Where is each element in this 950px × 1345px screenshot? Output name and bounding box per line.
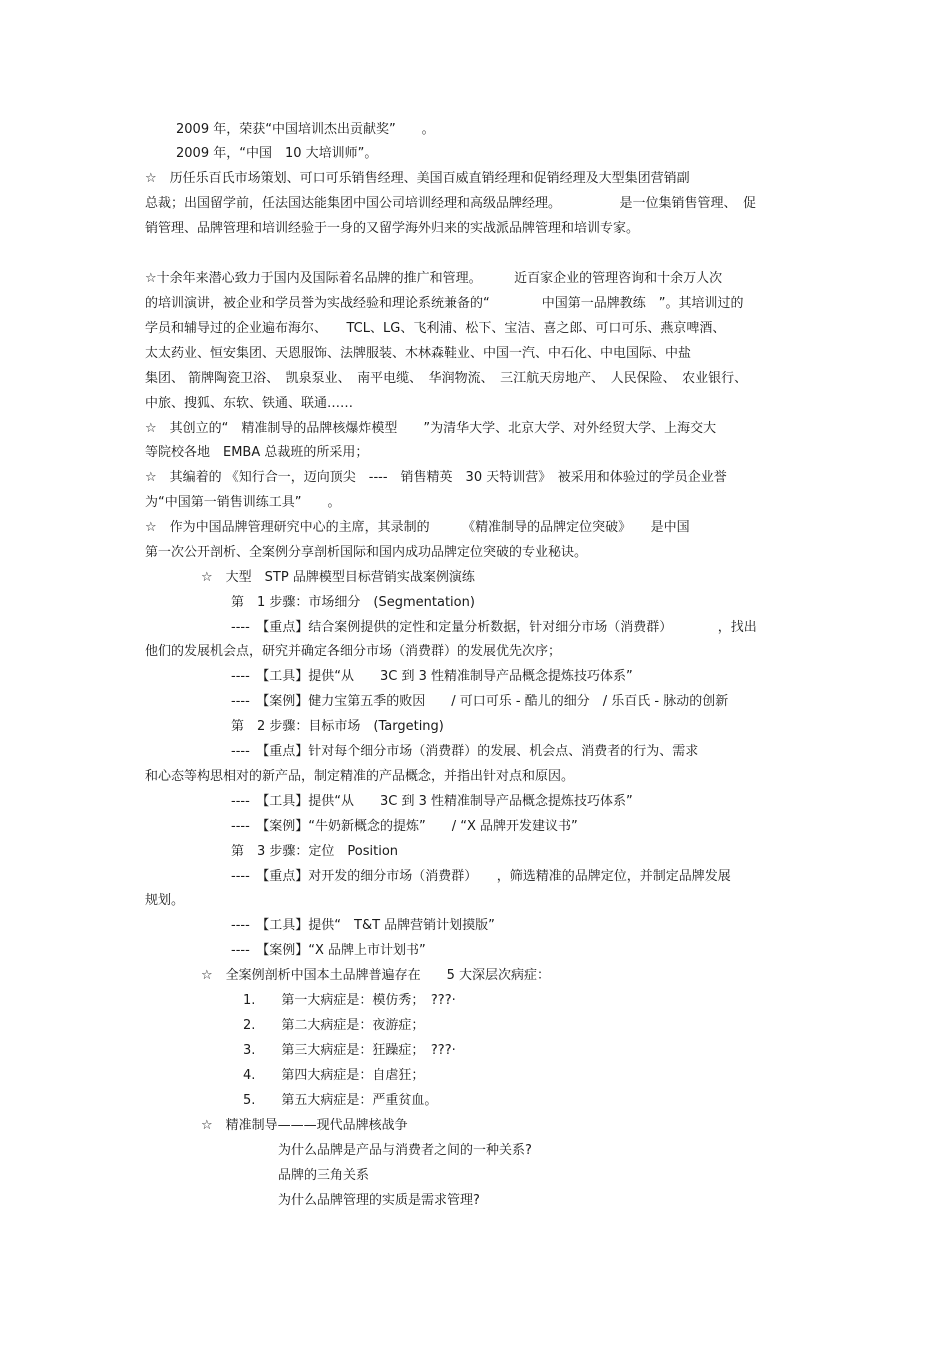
text-line: ---- 【重点】针对每个细分市场（消费群）的发展、机会点、消费者的行为、需求 [231,744,699,759]
text-line: ☆ 其创立的“ 精准制导的品牌核爆炸模型 ”为清华大学、北京大学、对外经贸大学、上海交大 [145,421,717,436]
text-line: 总裁；出国留学前，任法国达能集团中国公司培训经理和高级品牌经理。 是一位集销售管理、 促 [145,196,757,211]
text-line: 品牌的三角关系 [278,1168,370,1183]
text-line: ☆ 历任乐百氏市场策划、可口可乐销售经理、美国百威直销经理和促销经理及大型集团营销副 [145,171,690,186]
text-line: 集团、 箭牌陶瓷卫浴、 凯泉泵业、 南平电缆、 华润物流、 三江航天房地产、 人民保险、 农业银行、 [145,371,748,386]
text-line: ☆ 精准制导———现代品牌核战争 [201,1118,408,1133]
text-line: ☆十余年来潜心致力于国内及国际着名品牌的推广和管理。 近百家企业的管理咨询和十余万人次 [145,271,723,286]
text-line: 第一次公开剖析、全案例分享剖析国际和国内成功品牌定位突破的专业秘诀。 [145,545,588,560]
text-line: 2009 年，荣获“中国培训杰出贡献奖” 。 [176,122,435,137]
text-line: ☆ 作为中国品牌管理研究中心的主席，其录制的 《精准制导的品牌定位突破》 是中国 [145,520,690,535]
text-line: 第 1 步骤：市场细分 (Segmentation) [231,595,475,610]
text-line: 等院校各地 EMBA 总裁班的所采用； [145,445,369,460]
text-line: 中旅、搜狐、东软、铁通、联通…… [145,396,354,411]
text-line: 的培训演讲，被企业和学员誉为实战经验和理论系统兼备的“ 中国第一品牌教练 ”。其培训过的 [145,296,744,311]
text-line: ☆ 大型 STP 品牌模型目标营销实战案例演练 [201,570,475,585]
text-line: 第 3 步骤：定位 Position [231,844,399,859]
text-line: ---- 【案例】健力宝第五季的败因 / 可口可乐 - 酷儿的细分 / 乐百氏 - 脉动的创新 [231,694,729,709]
text-line: 为什么品牌是产品与消费者之间的一种关系? [278,1143,532,1158]
text-line: ☆ 全案例剖析中国本土品牌普遍存在 5 大深层次病症： [201,968,551,983]
text-line: 2009 年，“中国 10 大培训师”。 [176,146,378,161]
text-line: 第 2 步骤：目标市场 (Targeting) [231,719,444,734]
list-item: 1. 第一大病症是：模仿秀； ???· [243,993,456,1008]
text-line: 太太药业、恒安集团、天恩服饰、法牌服装、木林森鞋业、中国一汽、中石化、中电国际、中盐 [145,346,692,361]
text-line: 为什么品牌管理的实质是需求管理? [278,1193,480,1208]
text-line: 销管理、品牌管理和培训经验于一身的又留学海外归来的实战派品牌管理和培训专家。 [145,221,640,236]
text-line: 为“中国第一销售训练工具” 。 [145,495,341,510]
list-item: 4. 第四大病症是：自虐狂； [243,1068,425,1083]
text-line: 他们的发展机会点，研究并确定各细分市场（消费群）的发展优先次序； [145,644,562,659]
list-item: 3. 第三大病症是：狂躁症； ???· [243,1043,456,1058]
list-item: 2. 第二大病症是：夜游症； [243,1018,425,1033]
text-line: ---- 【案例】“牛奶新概念的提炼” / “X 品牌开发建议书” [231,819,578,834]
text-line: 和心态等构思相对的新产品，制定精准的产品概念，并指出针对点和原因。 [145,769,575,784]
text-line: ☆ 其编着的 《知行合一，迈向顶尖 ---- 销售精英 30 天特训营》 被采用和体验过的学员企业誉 [145,470,727,485]
text-line: ---- 【重点】对开发的细分市场（消费群） ，筛选精准的品牌定位，并制定品牌发展 [231,869,731,884]
text-line: ---- 【工具】提供“从 3C 到 3 性精准制导产品概念提炼技巧体系” [231,794,633,809]
text-line: ---- 【重点】结合案例提供的定性和定量分析数据，针对细分市场（消费群） ，找出 [231,620,757,635]
text-line: ---- 【案例】“X 品牌上市计划书” [231,943,426,958]
text-line: 规划。 [145,893,185,908]
text-line: ---- 【工具】提供“从 3C 到 3 性精准制导产品概念提炼技巧体系” [231,669,633,684]
text-line: ---- 【工具】提供“ T&T 品牌营销计划摸版” [231,918,495,933]
text-line: 学员和辅导过的企业遍布海尔、 TCL、LG、飞利浦、松下、宝洁、喜之郎、可口可乐、燕京啤酒、 [145,321,726,336]
list-item: 5. 第五大病症是：严重贫血。 [243,1093,438,1108]
